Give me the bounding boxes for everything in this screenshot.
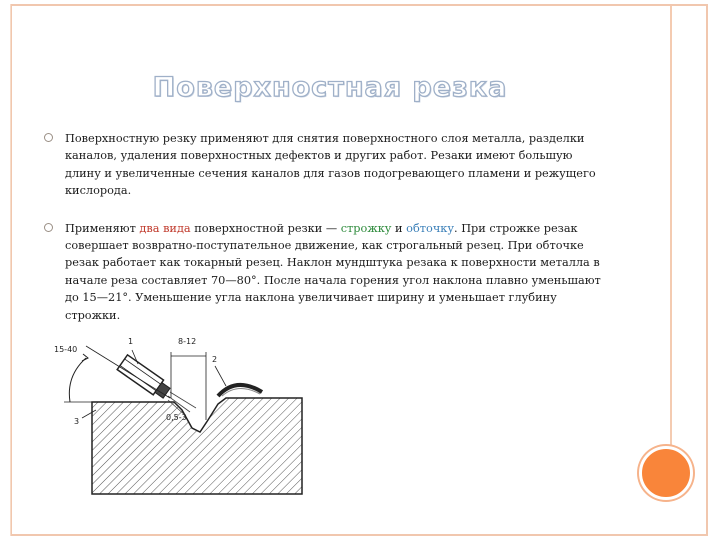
angle-arc <box>69 358 86 402</box>
label-1: 1 <box>128 337 134 346</box>
bullet-circle-icon <box>44 133 53 142</box>
bullet-text <box>65 220 604 324</box>
label-3: 3 <box>74 417 80 426</box>
text-segment: и <box>391 221 407 235</box>
bullet-list <box>44 130 604 344</box>
angle-label: 15-40 <box>54 345 78 354</box>
bullet-text: Поверхностную резку применяют для снятия поверхностного слоя металла, разделки каналов, удаления поверхностных дефектов и других работ. Резаки имеют большую длину и увеличенные сечения каналов для газов подогревающего пламени и режущего кислорода. <box>65 132 596 198</box>
highlight-two-types: два вида <box>139 221 191 235</box>
decorative-side-bar <box>670 6 672 446</box>
decorative-orange-circle <box>639 446 693 500</box>
label-2: 2 <box>212 355 218 364</box>
text-segment: поверхностной резки — <box>190 221 341 235</box>
highlight-turning: обточку <box>406 221 455 235</box>
highlight-gouging: строжку <box>340 221 392 235</box>
axis-line <box>86 346 170 398</box>
slide-title: Поверхностная резка <box>152 72 508 103</box>
text-segment: Применяют <box>65 221 140 235</box>
width-label: 8-12 <box>178 337 197 346</box>
bullet-item <box>44 130 604 200</box>
bullet-circle-icon <box>44 223 53 232</box>
surface-cutting-diagram <box>40 324 320 500</box>
label-2-leader <box>215 366 226 386</box>
workpiece <box>92 398 302 494</box>
gap-label: 0,5-3 <box>166 413 187 422</box>
angle-arrow <box>82 354 88 361</box>
bullet-item <box>44 220 604 324</box>
text-segment: . При строжке резак совершает возвратно-поступательное движение, как строгальный резец. При обточке резак работает как токарный резец. Наклон мундштука резака к поверхности металла в начале реза составляет 70—80°. После начала горения угол наклона плавно уменьшают до 15—21°. Уменьшение угла наклона увеличивает ширину и уменьшает глубину строжки. <box>65 221 601 322</box>
